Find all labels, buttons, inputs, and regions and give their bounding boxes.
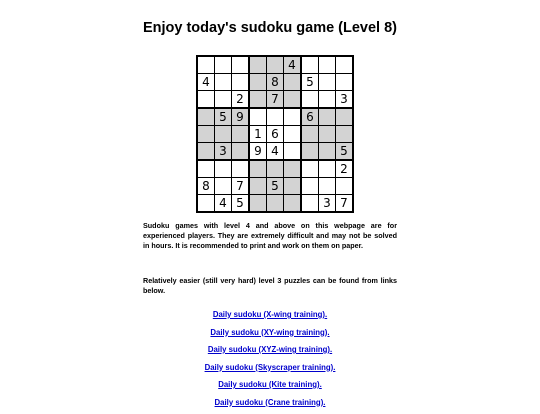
sudoku-cell[interactable] <box>284 74 302 91</box>
sudoku-row <box>197 143 353 161</box>
sudoku-cell[interactable]: 4 <box>284 56 302 74</box>
sudoku-row <box>197 195 353 213</box>
sudoku-cell[interactable] <box>249 74 267 91</box>
sudoku-cell[interactable] <box>215 160 232 178</box>
sudoku-cell[interactable] <box>284 126 302 143</box>
sudoku-cell[interactable] <box>232 126 250 143</box>
sudoku-cell[interactable]: 2 <box>336 160 354 178</box>
sudoku-cell[interactable] <box>319 126 336 143</box>
sudoku-row <box>197 178 353 195</box>
sudoku-cell[interactable] <box>336 178 354 195</box>
sudoku-cell[interactable] <box>249 178 267 195</box>
sudoku-cell[interactable] <box>336 126 354 143</box>
sudoku-cell[interactable]: 8 <box>197 178 215 195</box>
sudoku-cell[interactable]: 6 <box>267 126 284 143</box>
sudoku-cell[interactable] <box>301 56 319 74</box>
description-experienced: Sudoku games with level 4 and above on this webpage are for experienced players. They are extremely difficult and may not be solved in hours. It is recommended to print and work on them on paper. <box>143 221 397 251</box>
sudoku-cell[interactable]: 9 <box>232 108 250 126</box>
sudoku-cell[interactable] <box>249 91 267 109</box>
training-links <box>0 309 540 414</box>
sudoku-cell[interactable] <box>249 108 267 126</box>
sudoku-cell[interactable] <box>215 126 232 143</box>
sudoku-cell[interactable] <box>249 160 267 178</box>
sudoku-cell[interactable] <box>215 91 232 109</box>
sudoku-cell[interactable] <box>197 108 215 126</box>
sudoku-grid <box>196 55 354 213</box>
sudoku-cell[interactable] <box>336 108 354 126</box>
sudoku-cell[interactable]: 7 <box>267 91 284 109</box>
sudoku-cell[interactable] <box>249 56 267 74</box>
sudoku-cell[interactable]: 3 <box>215 143 232 161</box>
sudoku-cell[interactable] <box>197 56 215 74</box>
sudoku-cell[interactable] <box>267 195 284 213</box>
link-crane-training[interactable]: Daily sudoku (Crane training). <box>0 397 540 414</box>
sudoku-cell[interactable] <box>336 74 354 91</box>
sudoku-cell[interactable] <box>284 108 302 126</box>
sudoku-cell[interactable] <box>284 143 302 161</box>
sudoku-cell[interactable] <box>232 74 250 91</box>
sudoku-cell[interactable]: 4 <box>215 195 232 213</box>
sudoku-cell[interactable] <box>267 160 284 178</box>
sudoku-cell[interactable]: 1 <box>249 126 267 143</box>
sudoku-cell[interactable] <box>319 74 336 91</box>
sudoku-cell[interactable]: 5 <box>301 74 319 91</box>
sudoku-cell[interactable]: 7 <box>232 178 250 195</box>
sudoku-cell[interactable] <box>301 91 319 109</box>
sudoku-row <box>197 74 353 91</box>
sudoku-cell[interactable] <box>319 143 336 161</box>
sudoku-cell[interactable] <box>232 160 250 178</box>
sudoku-cell[interactable]: 6 <box>301 108 319 126</box>
link-xy-wing-training[interactable]: Daily sudoku (XY-wing training). <box>0 327 540 345</box>
sudoku-cell[interactable]: 3 <box>319 195 336 213</box>
sudoku-cell[interactable]: 4 <box>197 74 215 91</box>
sudoku-cell[interactable]: 2 <box>232 91 250 109</box>
sudoku-cell[interactable] <box>319 56 336 74</box>
sudoku-row <box>197 91 353 109</box>
sudoku-cell[interactable] <box>336 56 354 74</box>
sudoku-row <box>197 126 353 143</box>
sudoku-cell[interactable] <box>284 195 302 213</box>
sudoku-cell[interactable]: 5 <box>336 143 354 161</box>
sudoku-cell[interactable] <box>319 178 336 195</box>
sudoku-cell[interactable]: 5 <box>232 195 250 213</box>
sudoku-cell[interactable] <box>319 108 336 126</box>
sudoku-cell[interactable]: 8 <box>267 74 284 91</box>
link-x-wing-training[interactable]: Daily sudoku (X-wing training). <box>0 309 540 327</box>
sudoku-cell[interactable] <box>301 143 319 161</box>
sudoku-cell[interactable]: 7 <box>336 195 354 213</box>
sudoku-cell[interactable]: 3 <box>336 91 354 109</box>
sudoku-cell[interactable] <box>284 178 302 195</box>
sudoku-cell[interactable] <box>197 143 215 161</box>
sudoku-cell[interactable] <box>284 91 302 109</box>
sudoku-cell[interactable] <box>215 178 232 195</box>
sudoku-row <box>197 56 353 74</box>
sudoku-row <box>197 108 353 126</box>
sudoku-cell[interactable] <box>232 56 250 74</box>
link-skyscraper-training[interactable]: Daily sudoku (Skyscraper training). <box>0 362 540 380</box>
sudoku-cell[interactable]: 9 <box>249 143 267 161</box>
sudoku-cell[interactable] <box>301 178 319 195</box>
page-title: Enjoy today's sudoku game (Level 8) <box>0 20 540 36</box>
sudoku-cell[interactable] <box>267 108 284 126</box>
sudoku-cell[interactable] <box>267 56 284 74</box>
sudoku-cell[interactable] <box>232 143 250 161</box>
description-easier: Relatively easier (still very hard) level 3 puzzles can be found from links below. <box>143 276 397 296</box>
sudoku-cell[interactable] <box>319 91 336 109</box>
sudoku-cell[interactable] <box>249 195 267 213</box>
sudoku-cell[interactable]: 5 <box>215 108 232 126</box>
sudoku-cell[interactable] <box>301 195 319 213</box>
sudoku-cell[interactable]: 5 <box>267 178 284 195</box>
sudoku-cell[interactable] <box>301 126 319 143</box>
sudoku-cell[interactable] <box>284 160 302 178</box>
sudoku-cell[interactable] <box>319 160 336 178</box>
sudoku-cell[interactable] <box>215 74 232 91</box>
sudoku-cell[interactable] <box>215 56 232 74</box>
sudoku-cell[interactable] <box>301 160 319 178</box>
sudoku-cell[interactable]: 4 <box>267 143 284 161</box>
sudoku-cell[interactable] <box>197 126 215 143</box>
link-kite-training[interactable]: Daily sudoku (Kite training). <box>0 379 540 397</box>
sudoku-cell[interactable] <box>197 160 215 178</box>
sudoku-row <box>197 160 353 178</box>
sudoku-cell[interactable] <box>197 91 215 109</box>
sudoku-cell[interactable] <box>197 195 215 213</box>
link-xyz-wing-training[interactable]: Daily sudoku (XYZ-wing training). <box>0 344 540 362</box>
